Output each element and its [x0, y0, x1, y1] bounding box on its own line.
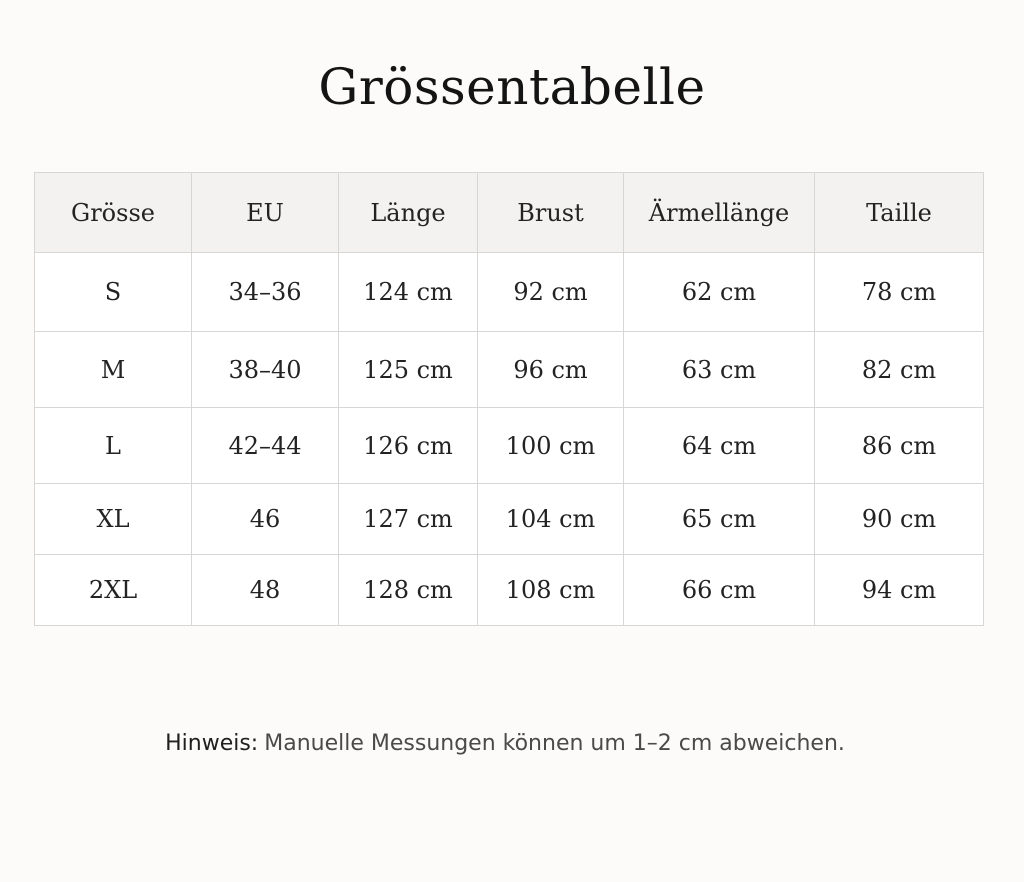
- cell-laenge: 124 cm: [339, 253, 478, 332]
- cell-size: M: [35, 332, 192, 408]
- cell-aermellaenge: 63 cm: [624, 332, 815, 408]
- table-row: [35, 253, 984, 332]
- header-laenge: Länge: [339, 173, 478, 253]
- cell-taille: 78 cm: [815, 253, 984, 332]
- footnote-text: Manuelle Messungen können um 1–2 cm abweichen.: [264, 731, 845, 756]
- cell-aermellaenge: 64 cm: [624, 408, 815, 484]
- cell-laenge: 125 cm: [339, 332, 478, 408]
- cell-eu: 38–40: [192, 332, 339, 408]
- size-table: [34, 172, 984, 626]
- header-brust: Brust: [478, 173, 624, 253]
- cell-brust: 104 cm: [478, 484, 624, 555]
- cell-brust: 108 cm: [478, 555, 624, 626]
- cell-laenge: 126 cm: [339, 408, 478, 484]
- header-groesse: Grösse: [35, 173, 192, 253]
- page-title: Grössentabelle: [318, 58, 706, 116]
- table-row: [35, 332, 984, 408]
- header-taille: Taille: [815, 173, 984, 253]
- cell-laenge: 127 cm: [339, 484, 478, 555]
- table-row: [35, 408, 984, 484]
- cell-size: XL: [35, 484, 192, 555]
- cell-eu: 48: [192, 555, 339, 626]
- cell-aermellaenge: 66 cm: [624, 555, 815, 626]
- cell-eu: 42–44: [192, 408, 339, 484]
- table-header-row: [35, 173, 984, 253]
- header-eu: EU: [192, 173, 339, 253]
- cell-brust: 100 cm: [478, 408, 624, 484]
- header-aermellaenge: Ärmellänge: [624, 173, 815, 253]
- cell-size: L: [35, 408, 192, 484]
- footnote-label: Hinweis:: [165, 731, 259, 756]
- cell-size: 2XL: [35, 555, 192, 626]
- cell-eu: 34–36: [192, 253, 339, 332]
- cell-laenge: 128 cm: [339, 555, 478, 626]
- footnote: [0, 731, 1010, 756]
- table-row: [35, 484, 984, 555]
- cell-eu: 46: [192, 484, 339, 555]
- cell-taille: 86 cm: [815, 408, 984, 484]
- cell-brust: 92 cm: [478, 253, 624, 332]
- cell-taille: 94 cm: [815, 555, 984, 626]
- table-row: [35, 555, 984, 626]
- cell-aermellaenge: 65 cm: [624, 484, 815, 555]
- cell-size: S: [35, 253, 192, 332]
- cell-aermellaenge: 62 cm: [624, 253, 815, 332]
- cell-taille: 90 cm: [815, 484, 984, 555]
- cell-brust: 96 cm: [478, 332, 624, 408]
- cell-taille: 82 cm: [815, 332, 984, 408]
